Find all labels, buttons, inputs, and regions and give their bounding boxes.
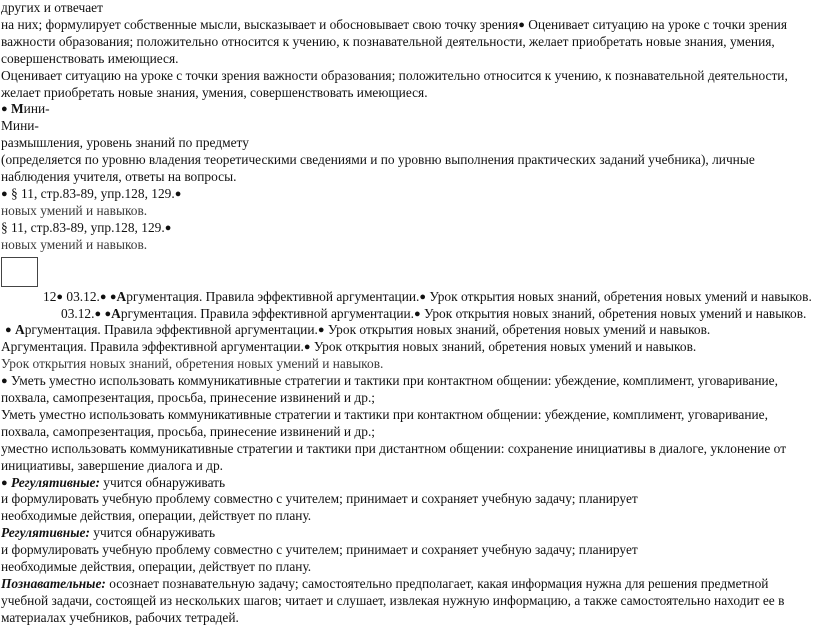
bullet-icon: ● — [303, 341, 311, 354]
text-paragraph: Оценивает ситуацию на уроке с точки зрения важности образования; положительно относится к учению, к познавательной деятельности, желает приобретать новые знания, умения, совершенствовать имеющиеся. — [1, 67, 788, 100]
text-line: необходимые действия, операции, действует по плану. — [1, 508, 312, 524]
text-line — [1, 220, 813, 237]
text-line: и формулировать учебную проблему совместно с учителем; принимает и сохраняет учебную задачу; планирует — [1, 542, 638, 558]
text-span: А — [11, 322, 25, 338]
text-span: § 11, стр.83-89, упр.128, 129. — [1, 219, 165, 235]
text-span: Урок открытия новых знаний, обретения новых умений и навыков. — [324, 322, 711, 338]
text-span: учится обнаруживать — [99, 474, 226, 490]
cognitive-label: Познавательные: — [1, 576, 106, 591]
regulative-label: Регулятивные: — [11, 474, 100, 490]
text-span: ргументация. Правила эффективной аргументации. — [126, 288, 420, 304]
empty-cell-box — [1, 257, 38, 287]
text-span: Оценивает ситуацию на уроке с точки зрения важности образования; положительно относится к учению, к познавательной деятельности, желает приобретать новые знания, умения, совершенствовать имеющиеся. — [1, 16, 788, 66]
bullet-icon: ● — [414, 307, 421, 320]
text-line — [1, 101, 813, 118]
text-span: Аргументация. Правила эффективной аргументации. — [1, 339, 304, 355]
text-line: и формулировать учебную проблему совместно с учителем; принимает и сохраняет учебную задачу; планирует — [1, 491, 638, 507]
text-span: Урок открытия новых знаний, обретения новых умений и навыков. — [426, 288, 812, 304]
text-span: Урок открытия новых знаний, обретения новых умений и навыков. — [420, 305, 807, 321]
text-line — [1, 322, 813, 339]
text-line: новых умений и навыков. — [1, 202, 148, 218]
bullet-icon: ● — [109, 290, 117, 303]
text-line: размышления, уровень знаний по предмету — [1, 135, 249, 151]
text-paragraph: (определяется по уровню владения теоретическими сведениями и по уровню выполнения практических заданий учебника), личные наблюдения учителя, ответы на вопросы. — [1, 152, 755, 185]
bullet-icon: ● — [317, 324, 325, 337]
text-line — [1, 289, 813, 306]
text-line: новых умений и навыков. — [1, 236, 148, 252]
text-line: Мини- — [1, 118, 39, 134]
text-paragraph — [1, 373, 813, 407]
text-span: Урок открытия новых знаний, обретения новых умений и навыков. — [310, 339, 697, 355]
bullet-icon: ● — [1, 103, 8, 116]
text-line — [1, 186, 813, 203]
text-paragraph — [1, 17, 813, 68]
bullet-icon: ● — [56, 290, 64, 303]
text-span: на них; формулирует собственные мысли, высказывает и обосновывает свою точку зрения — [1, 16, 519, 32]
bullet-icon: ● — [99, 290, 107, 303]
text-span: А — [111, 305, 121, 321]
text-span: 12 — [43, 288, 57, 304]
text-span: А — [116, 288, 127, 304]
bullet-icon: ● — [518, 18, 525, 31]
bullet-icon: ● — [1, 375, 8, 388]
text-paragraph — [1, 576, 813, 627]
text-span: § 11, стр.83-89, упр.128, 129. — [7, 185, 175, 201]
text-line: Урок открытия новых знаний, обретения новых умений и навыков. — [1, 356, 384, 372]
text-span: 03.12. — [61, 305, 95, 321]
text-span: 03.12. — [63, 288, 100, 304]
text-span: ини- — [23, 101, 50, 117]
bullet-icon: ● — [164, 221, 172, 234]
bullet-icon: ● — [5, 324, 12, 337]
text-span: Уметь уместно использовать коммуникативные стратегии и тактики при контактном общении: убеждение, комплимент, уговаривание, похвала, самопрезентация, просьба, принесение извинений и др.; — [1, 373, 778, 406]
bullet-icon: ● — [174, 187, 182, 200]
text-paragraph: уместно использовать коммуникативные стратегии и тактики при дистантном общении: сохранение инициативы в диалоге, уклонение от инициативы, завершение диалога и др. — [1, 440, 787, 473]
text-span: ргументация. Правила эффективной аргументации. — [24, 322, 318, 338]
regulative-label: Регулятивные: — [1, 525, 90, 541]
bullet-icon: ● — [1, 187, 8, 200]
text-line: других и отвечает — [1, 0, 103, 15]
text-line: необходимые действия, операции, действует по плану. — [1, 559, 312, 575]
bullet-icon: ● — [419, 290, 427, 303]
text-span: осознает познавательную задачу; самостоятельно предполагает, какая информация нужна для решения предметной учебной задачи, состоящей из нескольких шагов; читает и слушает, извлекая нужную информацию, а также самостоятельно находит ее в материалах учебников, рабочих тетрадей. — [1, 576, 785, 625]
text-line — [1, 475, 813, 492]
bullet-icon: ● — [94, 307, 102, 320]
bullet-icon: ● — [104, 307, 112, 320]
text-span: учится обнаруживать — [89, 525, 216, 541]
text-paragraph: Уметь уместно использовать коммуникативные стратегии и тактики при контактном общении: убеждение, комплимент, уговаривание, похвала, самопрезентация, просьба, принесение извинений и др.; — [1, 406, 768, 439]
text-span: М — [7, 101, 24, 117]
text-line — [1, 339, 813, 356]
text-line — [1, 306, 813, 323]
bullet-icon: ● — [1, 476, 8, 489]
text-span: ргументация. Правила эффективной аргументации. — [120, 305, 415, 321]
